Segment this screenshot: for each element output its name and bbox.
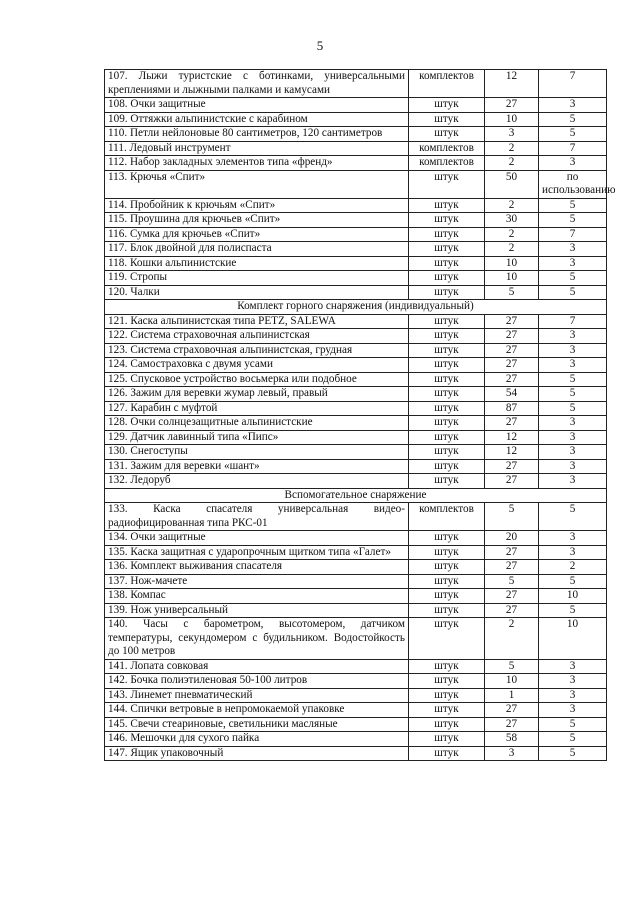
item-name-cell: 146. Мешочки для сухого пайка	[105, 732, 409, 747]
service-term-cell: 7	[539, 227, 607, 242]
table-row	[105, 271, 607, 286]
quantity-cell: 27	[485, 603, 539, 618]
quantity-cell: 2	[485, 156, 539, 171]
item-name-cell: 107. Лыжи туристские с ботинками, универсальными креплениями и лыжными палками и камусами	[105, 70, 409, 98]
quantity-cell: 27	[485, 329, 539, 344]
quantity-cell: 2	[485, 198, 539, 213]
table-row	[105, 401, 607, 416]
item-name-cell: 113. Крючья «Спит»	[105, 170, 409, 198]
table-row	[105, 717, 607, 732]
quantity-cell: 10	[485, 271, 539, 286]
service-term-cell: 5	[539, 503, 607, 531]
table-row	[105, 98, 607, 113]
page-number: 5	[316, 38, 324, 53]
quantity-cell: 2	[485, 141, 539, 156]
unit-cell: штук	[409, 198, 485, 213]
quantity-cell: 12	[485, 430, 539, 445]
quantity-cell: 5	[485, 659, 539, 674]
quantity-cell: 27	[485, 703, 539, 718]
item-name-cell: 142. Бочка полиэтиленовая 50-100 литров	[105, 674, 409, 689]
quantity-cell: 27	[485, 372, 539, 387]
unit-cell: штук	[409, 574, 485, 589]
service-term-cell: 3	[539, 459, 607, 474]
unit-cell: штук	[409, 256, 485, 271]
item-name-cell: 128. Очки солнцезащитные альпинистские	[105, 416, 409, 431]
service-term-cell: 5	[539, 387, 607, 402]
service-term-cell: 3	[539, 445, 607, 460]
unit-cell: штук	[409, 732, 485, 747]
unit-cell: штук	[409, 717, 485, 732]
table-row	[105, 430, 607, 445]
section-row	[105, 300, 607, 315]
quantity-cell: 27	[485, 474, 539, 489]
table-row	[105, 703, 607, 718]
service-term-cell: 5	[539, 574, 607, 589]
quantity-cell: 27	[485, 416, 539, 431]
quantity-cell: 10	[485, 674, 539, 689]
unit-cell: штук	[409, 545, 485, 560]
table-row	[105, 474, 607, 489]
service-term-cell: 5	[539, 401, 607, 416]
service-term-cell: 7	[539, 70, 607, 98]
table-row	[105, 387, 607, 402]
service-term-cell: 5	[539, 285, 607, 300]
quantity-cell: 87	[485, 401, 539, 416]
table-row	[105, 531, 607, 546]
table-row	[105, 674, 607, 689]
quantity-cell: 27	[485, 717, 539, 732]
quantity-cell: 12	[485, 70, 539, 98]
service-term-cell: 3	[539, 545, 607, 560]
unit-cell: штук	[409, 746, 485, 761]
item-name-cell: 147. Ящик упаковочный	[105, 746, 409, 761]
unit-cell: комплектов	[409, 141, 485, 156]
service-term-cell: по использованию	[539, 170, 607, 198]
item-name-cell: 129. Датчик лавинный типа «Пипс»	[105, 430, 409, 445]
item-name-cell: 111. Ледовый инструмент	[105, 141, 409, 156]
item-name-cell: 115. Проушина для крючьев «Спит»	[105, 213, 409, 228]
table-row	[105, 618, 607, 660]
quantity-cell: 27	[485, 459, 539, 474]
item-name-cell: 123. Система страховочная альпинистская, грудная	[105, 343, 409, 358]
service-term-cell: 3	[539, 474, 607, 489]
quantity-cell: 27	[485, 314, 539, 329]
item-name-cell: 122. Система страховочная альпинистская	[105, 329, 409, 344]
item-name-cell: 114. Пробойник к крючьям «Спит»	[105, 198, 409, 213]
table-row	[105, 127, 607, 142]
service-term-cell: 5	[539, 717, 607, 732]
item-name-cell: 137. Нож-мачете	[105, 574, 409, 589]
item-name-cell: 132. Ледоруб	[105, 474, 409, 489]
quantity-cell: 27	[485, 98, 539, 113]
unit-cell: штук	[409, 358, 485, 373]
item-name-cell: 138. Компас	[105, 589, 409, 604]
table-row	[105, 314, 607, 329]
item-name-cell: 134. Очки защитные	[105, 531, 409, 546]
item-name-cell: 109. Оттяжки альпинистские с карабином	[105, 112, 409, 127]
item-name-cell: 117. Блок двойной для полиспаста	[105, 242, 409, 257]
table-row	[105, 70, 607, 98]
table-row	[105, 156, 607, 171]
unit-cell: штук	[409, 285, 485, 300]
service-term-cell: 3	[539, 688, 607, 703]
unit-cell: штук	[409, 227, 485, 242]
service-term-cell: 5	[539, 198, 607, 213]
unit-cell: штук	[409, 603, 485, 618]
table-row	[105, 227, 607, 242]
unit-cell: штук	[409, 531, 485, 546]
unit-cell: штук	[409, 589, 485, 604]
table-row	[105, 659, 607, 674]
service-term-cell: 5	[539, 746, 607, 761]
service-term-cell: 5	[539, 603, 607, 618]
quantity-cell: 58	[485, 732, 539, 747]
item-name-cell: 131. Зажим для веревки «шант»	[105, 459, 409, 474]
item-name-cell: 110. Петли нейлоновые 80 сантиметров, 120 сантиметров	[105, 127, 409, 142]
unit-cell: штук	[409, 688, 485, 703]
item-name-cell: 118. Кошки альпинистские	[105, 256, 409, 271]
service-term-cell: 3	[539, 98, 607, 113]
unit-cell: штук	[409, 416, 485, 431]
unit-cell: штук	[409, 271, 485, 286]
table-row	[105, 285, 607, 300]
table-row	[105, 416, 607, 431]
unit-cell: штук	[409, 618, 485, 660]
quantity-cell: 50	[485, 170, 539, 198]
unit-cell: штук	[409, 170, 485, 198]
unit-cell: штук	[409, 703, 485, 718]
service-term-cell: 5	[539, 127, 607, 142]
unit-cell: штук	[409, 127, 485, 142]
service-term-cell: 3	[539, 416, 607, 431]
quantity-cell: 27	[485, 545, 539, 560]
unit-cell: штук	[409, 213, 485, 228]
quantity-cell: 2	[485, 242, 539, 257]
unit-cell: штук	[409, 445, 485, 460]
table-row	[105, 688, 607, 703]
service-term-cell: 3	[539, 358, 607, 373]
table-row	[105, 112, 607, 127]
table-row	[105, 198, 607, 213]
unit-cell: штук	[409, 242, 485, 257]
quantity-cell: 27	[485, 343, 539, 358]
quantity-cell: 20	[485, 531, 539, 546]
item-name-cell: 143. Линемет пневматический	[105, 688, 409, 703]
item-name-cell: 120. Чалки	[105, 285, 409, 300]
service-term-cell: 3	[539, 659, 607, 674]
unit-cell: штук	[409, 401, 485, 416]
service-term-cell: 7	[539, 141, 607, 156]
table-row	[105, 242, 607, 257]
quantity-cell: 5	[485, 503, 539, 531]
table-row	[105, 213, 607, 228]
service-term-cell: 3	[539, 430, 607, 445]
service-term-cell: 5	[539, 271, 607, 286]
table-row	[105, 329, 607, 344]
quantity-cell: 10	[485, 256, 539, 271]
unit-cell: штук	[409, 98, 485, 113]
quantity-cell: 27	[485, 589, 539, 604]
item-name-cell: 108. Очки защитные	[105, 98, 409, 113]
item-name-cell: 130. Снегоступы	[105, 445, 409, 460]
unit-cell: штук	[409, 329, 485, 344]
section-row	[105, 488, 607, 503]
table-row	[105, 343, 607, 358]
service-term-cell: 5	[539, 372, 607, 387]
unit-cell: комплектов	[409, 503, 485, 531]
service-term-cell: 3	[539, 531, 607, 546]
table-row	[105, 545, 607, 560]
unit-cell: штук	[409, 314, 485, 329]
table-row	[105, 445, 607, 460]
unit-cell: штук	[409, 343, 485, 358]
item-name-cell: 133. Каска спасателя универсальная видео-радиофицированная типа РКС-01	[105, 503, 409, 531]
item-name-cell: 127. Карабин с муфтой	[105, 401, 409, 416]
quantity-cell: 27	[485, 560, 539, 575]
unit-cell: штук	[409, 430, 485, 445]
quantity-cell: 27	[485, 358, 539, 373]
table-row	[105, 603, 607, 618]
table-row	[105, 589, 607, 604]
quantity-cell: 1	[485, 688, 539, 703]
equipment-table	[104, 69, 616, 761]
item-name-cell: 139. Нож универсальный	[105, 603, 409, 618]
quantity-cell: 30	[485, 213, 539, 228]
service-term-cell: 3	[539, 242, 607, 257]
service-term-cell: 3	[539, 156, 607, 171]
quantity-cell: 54	[485, 387, 539, 402]
quantity-cell: 2	[485, 618, 539, 660]
item-name-cell: 125. Спусковое устройство восьмерка или подобное	[105, 372, 409, 387]
unit-cell: штук	[409, 560, 485, 575]
unit-cell: штук	[409, 372, 485, 387]
service-term-cell: 5	[539, 112, 607, 127]
item-name-cell: 124. Самостраховка с двумя усами	[105, 358, 409, 373]
table-row	[105, 560, 607, 575]
service-term-cell: 3	[539, 343, 607, 358]
item-name-cell: 135. Каска защитная с ударопрочным щитком типа «Галет»	[105, 545, 409, 560]
table-row	[105, 503, 607, 531]
table-body	[105, 70, 616, 761]
service-term-cell: 3	[539, 329, 607, 344]
item-name-cell: 121. Каска альпинистская типа PETZ, SALEWA	[105, 314, 409, 329]
table-row	[105, 170, 607, 198]
service-term-cell: 3	[539, 703, 607, 718]
service-term-cell: 3	[539, 674, 607, 689]
table-row	[105, 574, 607, 589]
table-row	[105, 459, 607, 474]
quantity-cell: 10	[485, 112, 539, 127]
service-term-cell: 10	[539, 589, 607, 604]
quantity-cell: 3	[485, 746, 539, 761]
item-name-cell: 112. Набор закладных элементов типа «френд»	[105, 156, 409, 171]
service-term-cell: 2	[539, 560, 607, 575]
item-name-cell: 136. Комплект выживания спасателя	[105, 560, 409, 575]
section-title: Комплект горного снаряжения (индивидуальный)	[105, 300, 607, 315]
table-row	[105, 746, 607, 761]
table-row	[105, 372, 607, 387]
item-name-cell: 144. Спички ветровые в непромокаемой упаковке	[105, 703, 409, 718]
service-term-cell: 5	[539, 732, 607, 747]
service-term-cell: 7	[539, 314, 607, 329]
service-term-cell: 10	[539, 618, 607, 660]
item-name-cell: 116. Сумка для крючьев «Спит»	[105, 227, 409, 242]
table-row	[105, 256, 607, 271]
unit-cell: штук	[409, 387, 485, 402]
unit-cell: штук	[409, 674, 485, 689]
quantity-cell: 5	[485, 574, 539, 589]
item-name-cell: 119. Стропы	[105, 271, 409, 286]
item-name-cell: 140. Часы с барометром, высотомером, датчиком температуры, секундомером с будильником. Водостойкость до 100 метров	[105, 618, 409, 660]
unit-cell: штук	[409, 112, 485, 127]
quantity-cell: 5	[485, 285, 539, 300]
section-title: Вспомогательное снаряжение	[105, 488, 607, 503]
quantity-cell: 2	[485, 227, 539, 242]
item-name-cell: 126. Зажим для веревки жумар левый, правый	[105, 387, 409, 402]
quantity-cell: 3	[485, 127, 539, 142]
quantity-cell: 12	[485, 445, 539, 460]
unit-cell: штук	[409, 659, 485, 674]
unit-cell: комплектов	[409, 156, 485, 171]
unit-cell: штук	[409, 459, 485, 474]
service-term-cell: 3	[539, 256, 607, 271]
table-row	[105, 732, 607, 747]
service-term-cell: 5	[539, 213, 607, 228]
item-name-cell: 141. Лопата совковая	[105, 659, 409, 674]
table-row	[105, 358, 607, 373]
unit-cell: штук	[409, 474, 485, 489]
item-name-cell: 145. Свечи стеариновые, светильники масляные	[105, 717, 409, 732]
table-row	[105, 141, 607, 156]
unit-cell: комплектов	[409, 70, 485, 98]
